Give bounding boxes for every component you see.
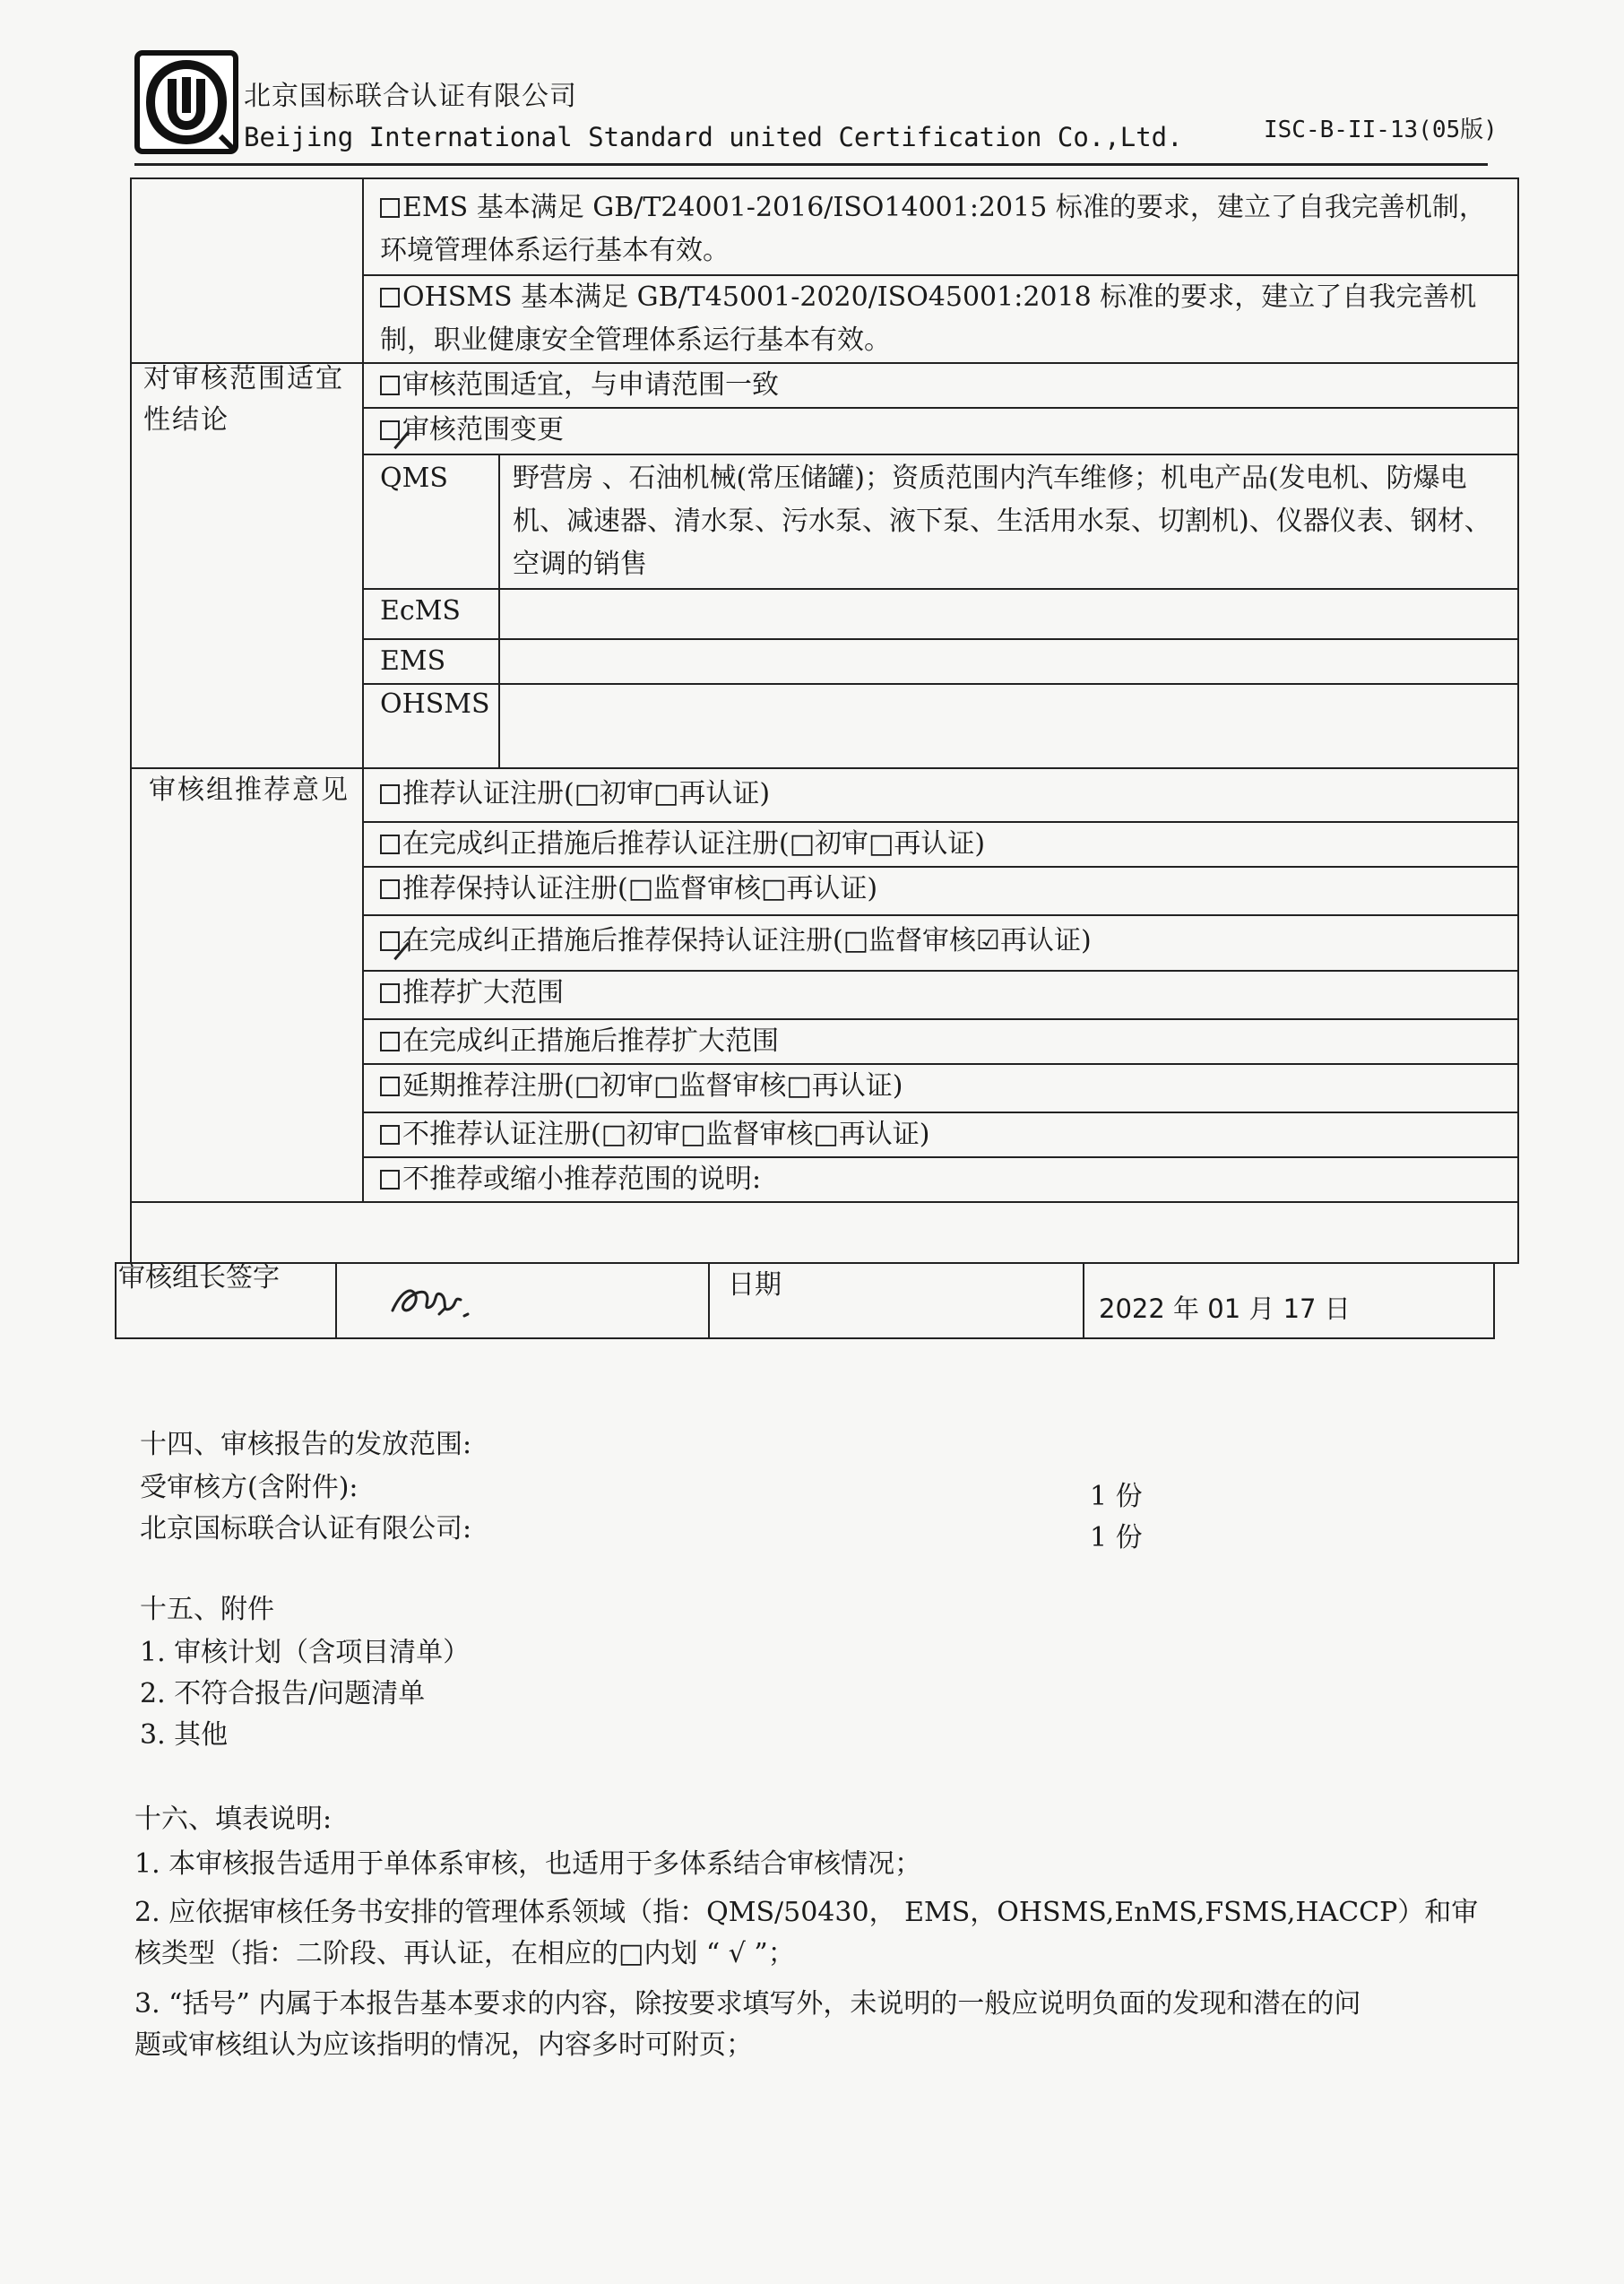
recommend-checkbox[interactable] bbox=[380, 983, 400, 1003]
recommend-option-text: 推荐认证注册(□初审□再认证) bbox=[402, 778, 771, 809]
isc-logo-icon bbox=[134, 50, 238, 154]
scope-suitable-text: 审核范围适宜，与申请范围一致 bbox=[402, 369, 779, 401]
row-divider bbox=[362, 638, 1518, 640]
recommend-option bbox=[380, 868, 877, 911]
attachment-item: 1. 审核计划（含项目清单） bbox=[140, 1637, 471, 1668]
recommend-option bbox=[380, 1113, 929, 1156]
recommend-option-text: 推荐扩大范围 bbox=[402, 977, 564, 1008]
ohsms-conclusion bbox=[380, 276, 1509, 362]
recommend-checkbox[interactable] bbox=[380, 1077, 400, 1096]
document-code: ISC-B-II-13(05版) bbox=[1264, 117, 1498, 143]
recommend-checkbox[interactable] bbox=[380, 784, 400, 804]
recommend-option-text: 在完成纠正措施后推荐保持认证注册(□监督审核☑再认证) bbox=[402, 925, 1092, 956]
section16-title: 十六、填表说明: bbox=[134, 1804, 333, 1835]
recommend-checkbox[interactable] bbox=[380, 879, 400, 899]
sig-col-divider bbox=[335, 1262, 337, 1339]
system-scope-qms: 野营房 、石油机械(常压储罐)；资质范围内汽车维修；机电产品(发电机、防爆电机、减速器、清水泵、污水泵、液下泵、生活用水泵、切割机)、仪器仪表、钢材、空调的销售 bbox=[513, 463, 1491, 580]
system-name-ohsms: OHSMS bbox=[380, 688, 490, 720]
table-border-left bbox=[130, 177, 132, 1264]
row-divider bbox=[362, 683, 1518, 685]
instruction-line: 题或审核组认为应该指明的情况，内容多时可附页； bbox=[134, 2029, 753, 2061]
recommend-checkbox[interactable] bbox=[380, 1170, 400, 1190]
table-border-right bbox=[1517, 177, 1519, 1264]
section15-title: 十五、附件 bbox=[140, 1594, 274, 1625]
scope-changed-text: 审核范围变更 bbox=[402, 414, 564, 446]
section14-row-label: 受审核方(含附件): bbox=[140, 1472, 358, 1503]
recommend-option-text: 在完成纠正措施后推荐认证注册(□初审□再认证) bbox=[402, 828, 986, 860]
sig-col-divider bbox=[708, 1262, 710, 1339]
recommend-checkbox[interactable] bbox=[380, 835, 400, 854]
recommend-option bbox=[380, 1065, 903, 1108]
handwritten-signature-icon bbox=[385, 1273, 484, 1327]
recommend-option bbox=[380, 823, 985, 866]
sig-row-top bbox=[115, 1262, 1495, 1264]
recommend-option bbox=[380, 920, 1092, 963]
system-name-ecms: EcMS bbox=[380, 595, 461, 627]
date-label: 日期 bbox=[728, 1269, 782, 1301]
ems-conclusion-text: EMS 基本满足 GB/T24001-2016/ISO14001:2015 标准的要求，建立了自我完善机制，环境管理体系运行基本有效。 bbox=[380, 192, 1486, 266]
scope-suitable-checkbox[interactable] bbox=[380, 376, 400, 395]
recommend-option bbox=[380, 1158, 761, 1201]
table-border-top bbox=[130, 177, 1519, 179]
header-rule bbox=[134, 163, 1488, 166]
sig-col-divider bbox=[1493, 1262, 1495, 1339]
sig-row-bottom bbox=[115, 1337, 1495, 1339]
recommend-option bbox=[380, 1020, 779, 1063]
instruction-line: 核类型（指：二阶段、再认证，在相应的□内划 “ √ ”； bbox=[134, 1938, 795, 1969]
recommend-option bbox=[380, 972, 564, 1015]
section14-row-count: 1 份 bbox=[1090, 1522, 1143, 1553]
recommend-option-text: 不推荐认证注册(□初审□监督审核□再认证) bbox=[402, 1119, 930, 1150]
section14-title: 十四、审核报告的发放范围: bbox=[140, 1429, 472, 1460]
instruction-line: 3. “括号” 内属于本报告基本要求的内容，除按要求填写外，未说明的一般应说明负面的发现和潜在的问 bbox=[134, 1988, 1361, 2020]
recommend-checkbox[interactable] bbox=[380, 1125, 400, 1145]
row-divider bbox=[130, 1201, 1519, 1203]
company-name-cn: 北京国标联合认证有限公司 bbox=[244, 81, 577, 112]
scope-changed-checkbox[interactable] bbox=[380, 420, 400, 440]
ems-checkbox[interactable] bbox=[380, 198, 400, 218]
ems-conclusion bbox=[380, 186, 1509, 273]
system-name-qms: QMS bbox=[380, 463, 448, 494]
sig-col-divider bbox=[115, 1262, 117, 1339]
section14-row-count: 1 份 bbox=[1090, 1481, 1143, 1512]
system-name-ems: EMS bbox=[380, 645, 446, 677]
scope-changed-option bbox=[380, 409, 564, 452]
table-label-divider bbox=[362, 177, 364, 1201]
recommend-option-text: 延期推荐注册(□初审□监督审核□再认证) bbox=[402, 1070, 903, 1102]
row-divider bbox=[362, 914, 1518, 916]
system-col-divider bbox=[498, 454, 500, 767]
scope-label: 对审核范围适宜性结论 bbox=[143, 363, 344, 436]
recommend-checkbox[interactable] bbox=[380, 931, 400, 951]
sig-col-divider bbox=[1083, 1262, 1084, 1339]
recommend-option-text: 推荐保持认证注册(□监督审核□再认证) bbox=[402, 873, 878, 904]
recommend-option-text: 不推荐或缩小推荐范围的说明: bbox=[402, 1164, 762, 1195]
instruction-line: 2. 应依据审核任务书安排的管理体系领域（指：QMS/50430， EMS，OHSMS,EnMS,FSMS,HACCP）和审 bbox=[134, 1897, 1479, 1928]
row-divider bbox=[362, 454, 1518, 455]
instruction-line: 1. 本审核报告适用于单体系审核，也适用于多体系结合审核情况； bbox=[134, 1848, 922, 1880]
team-leader-signature-label: 审核组长签字 bbox=[118, 1262, 280, 1293]
recommend-checkbox[interactable] bbox=[380, 1032, 400, 1051]
date-value: 2022 年 01 月 17 日 bbox=[1099, 1293, 1351, 1324]
ohsms-checkbox[interactable] bbox=[380, 288, 400, 307]
attachment-item: 3. 其他 bbox=[140, 1719, 229, 1751]
recommend-option bbox=[380, 773, 770, 816]
ohsms-conclusion-text: OHSMS 基本满足 GB/T45001-2020/ISO45001:2018 标准的要求，建立了自我完善机制，职业健康安全管理体系运行基本有效。 bbox=[380, 281, 1477, 356]
row-divider bbox=[362, 588, 1518, 590]
attachment-item: 2. 不符合报告/问题清单 bbox=[140, 1678, 426, 1709]
company-name-en: Beijing International Standard united Certification Co.,Ltd. bbox=[244, 122, 1183, 152]
section14-row-label: 北京国标联合认证有限公司: bbox=[140, 1513, 472, 1544]
recommend-option-text: 在完成纠正措施后推荐扩大范围 bbox=[402, 1025, 779, 1057]
recommend-label: 审核组推荐意见 bbox=[149, 774, 350, 806]
scope-suitable-option bbox=[380, 364, 779, 407]
